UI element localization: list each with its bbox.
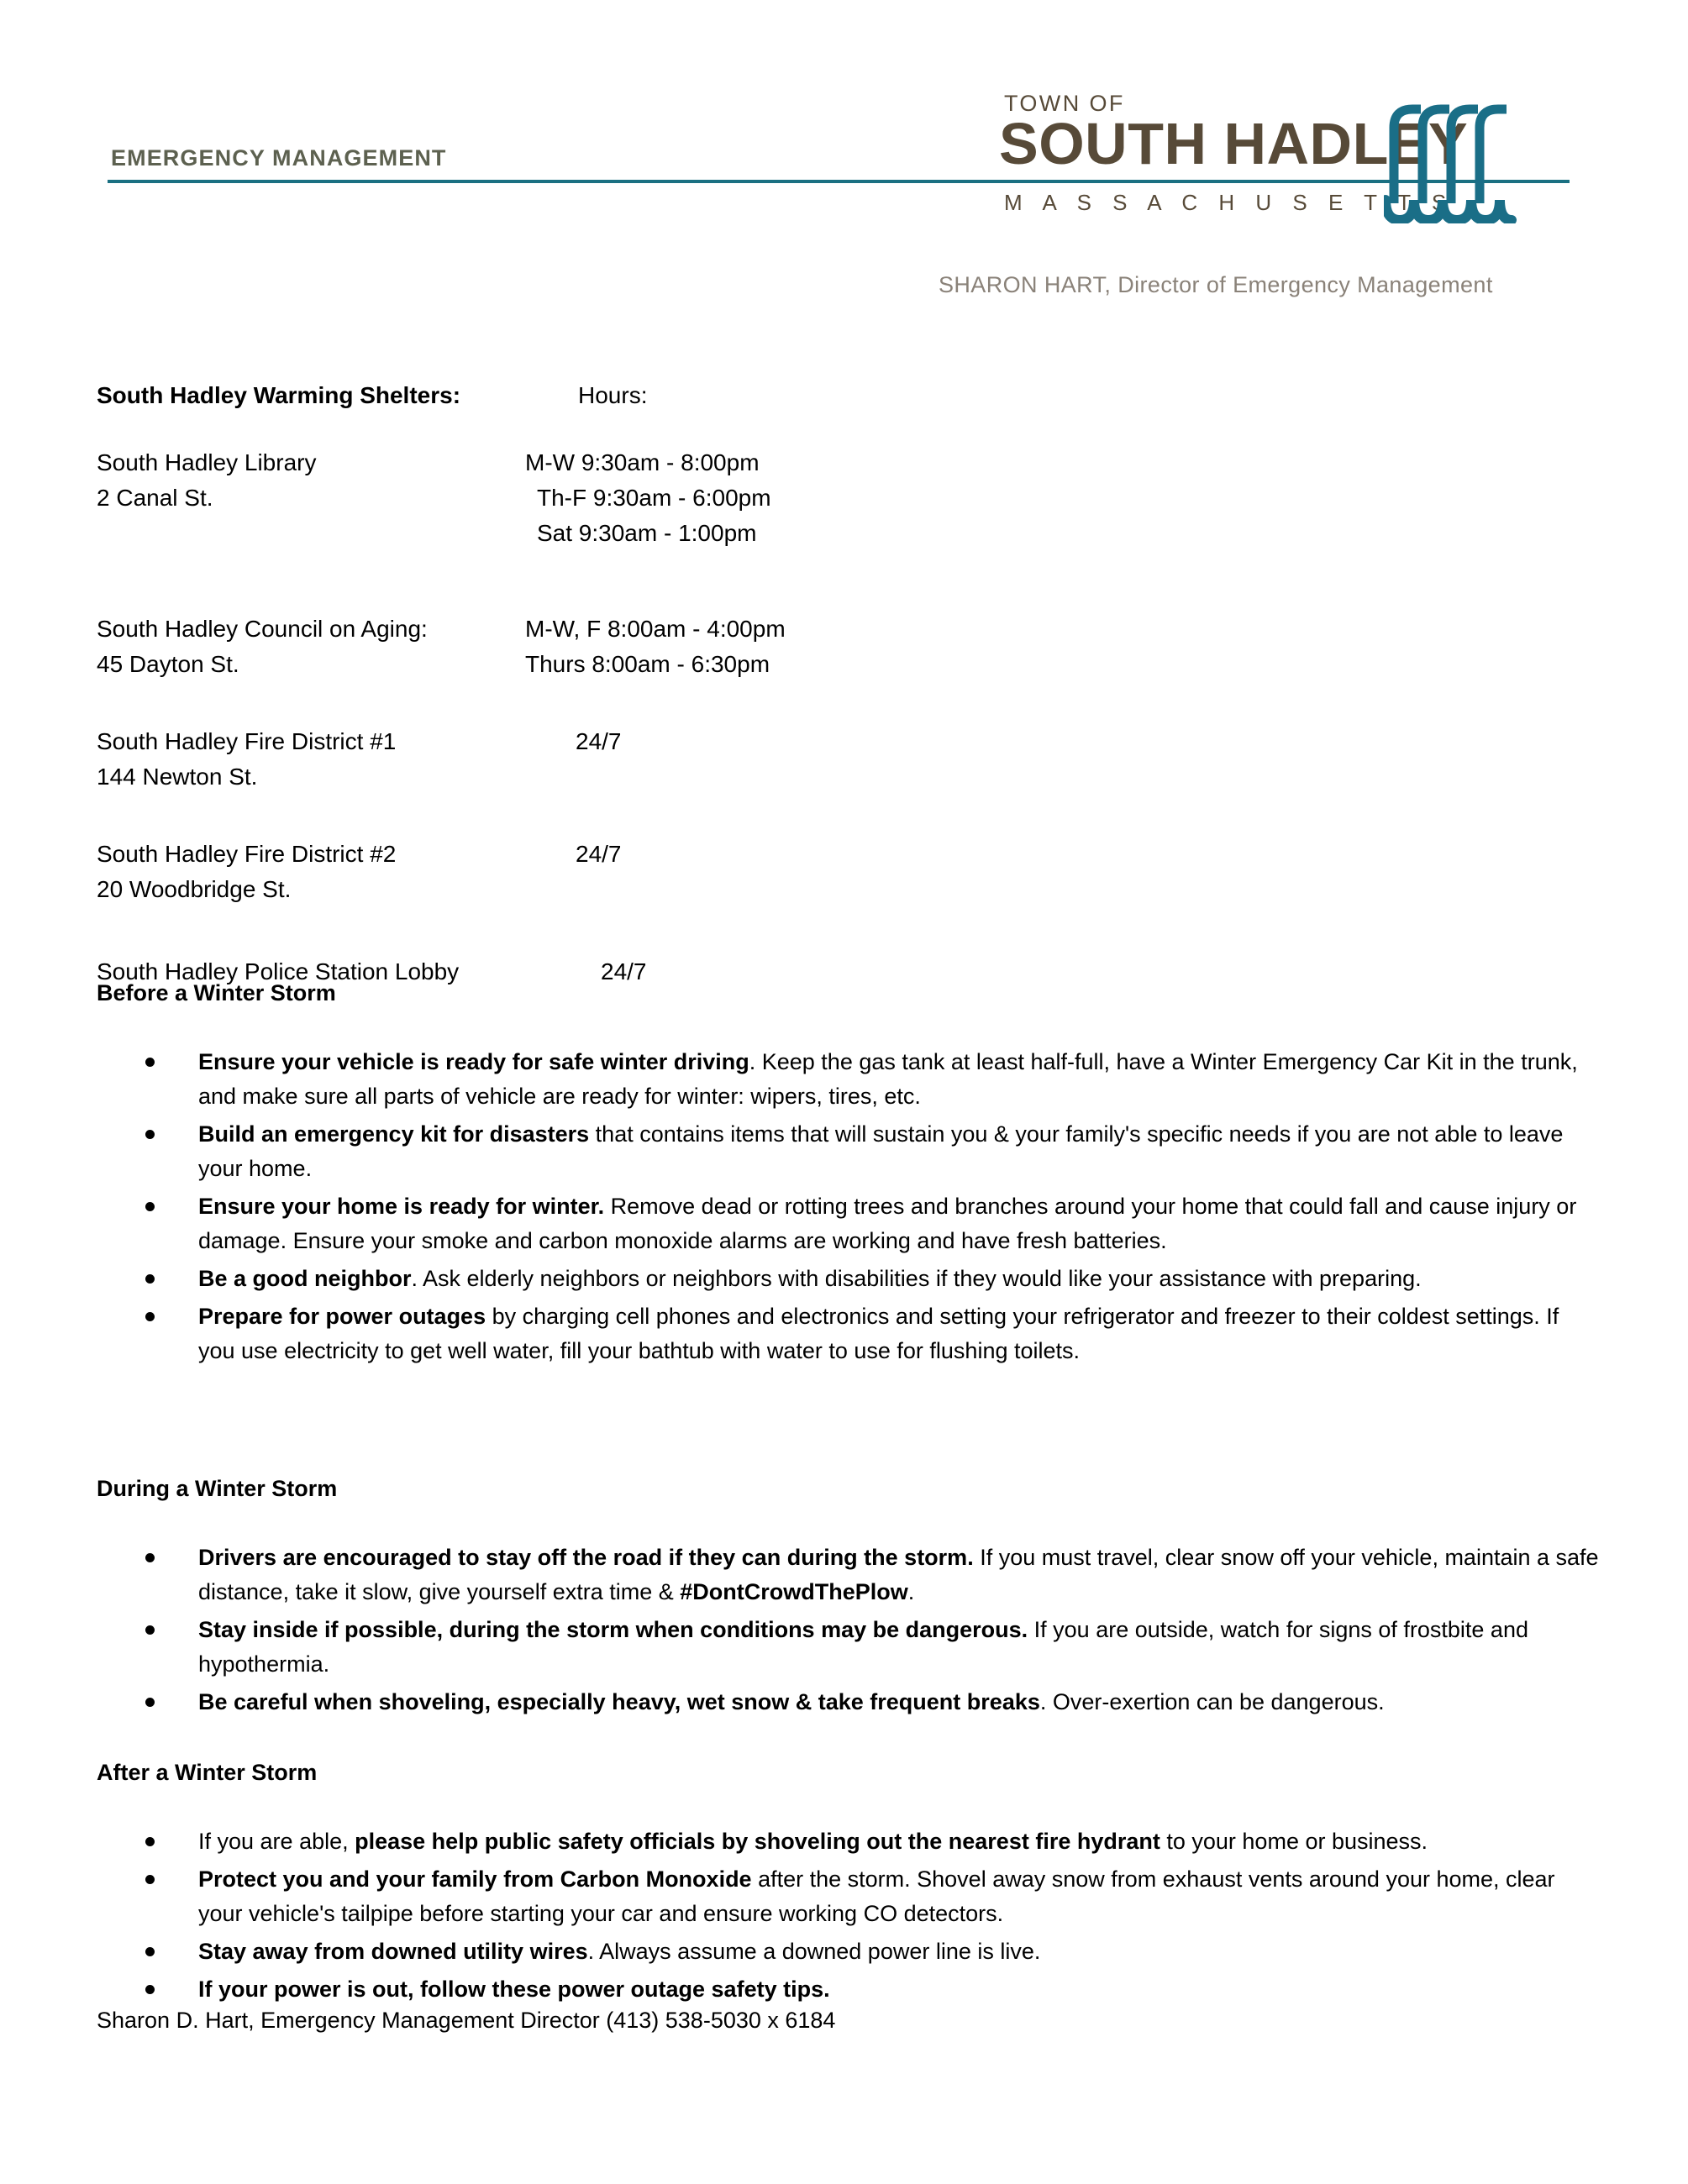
list-item-text — [198, 1194, 1576, 1253]
shelter-hours-block — [525, 841, 970, 876]
during-tips-list — [97, 1541, 1601, 1719]
shelter-row-fire-district-2 — [97, 841, 937, 916]
list-item-text — [198, 1121, 1563, 1181]
list-item-bold: If your power is out, follow these power outage safety tips. — [198, 1977, 830, 2002]
list-item-text — [198, 1304, 1559, 1363]
shelter-hours-line: Sat 9:30am - 1:00pm — [537, 520, 757, 546]
section-title: Before a Winter Storm — [97, 980, 336, 1005]
list-item-hashtag: #DontCrowdThePlow — [680, 1579, 908, 1604]
bullet-icon — [145, 1625, 155, 1635]
shelter-address: 45 Dayton St. — [97, 651, 239, 677]
list-item-rest: Remove dead or rotting trees and branches around your home that could fall and cause injury or damage. Ensure your smoke and carbon monoxide alarms are working and have fresh batteries. — [198, 1194, 1577, 1253]
department-title: EMERGENCY MANAGEMENT — [111, 145, 447, 171]
list-item — [97, 1935, 1601, 1969]
shelter-name: South Hadley Library — [97, 449, 317, 475]
list-item-rest: . Keep the gas tank at least half-full, have a Winter Emergency Car Kit in the trunk, and make sure all parts of vehicle are ready for winter: wipers, tires, etc. — [198, 1049, 1578, 1109]
shelter-address: 20 Woodbridge St. — [97, 876, 292, 902]
section-during-winter-storm — [97, 1476, 1601, 1723]
shelter-hours-line: M-W 9:30am - 8:00pm — [525, 449, 760, 475]
shelter-hours-block — [525, 616, 920, 686]
list-item-text — [198, 1049, 1578, 1109]
logo-town-name: SOUTH HADLEY — [999, 111, 1469, 176]
page-header — [0, 0, 1688, 328]
shelters-column-header-hours: Hours: — [578, 382, 648, 408]
list-item-rest: after the storm. Shovel away snow from exhaust vents around your home, clear your vehicle's tailpipe before starting your car and ensure working CO detectors. — [198, 1866, 1555, 1926]
town-logo — [996, 91, 1517, 225]
list-item-bold: Ensure your home is ready for winter. — [198, 1194, 605, 1219]
shelter-hours-block — [525, 728, 970, 764]
list-item-rest: . Ask elderly neighbors or neighbors with disabilities if they would like your assistance with preparing. — [411, 1266, 1422, 1291]
shelter-hours-line: 24/7 — [576, 841, 622, 867]
shelters-column-header-name — [97, 382, 460, 409]
section-title: After a Winter Storm — [97, 1760, 318, 1785]
list-item-text — [198, 1266, 1422, 1291]
list-item-bold: Build an emergency kit for disasters — [198, 1121, 590, 1147]
bullet-icon — [145, 1947, 155, 1956]
shelter-row-council-on-aging — [97, 616, 937, 691]
list-item-rest: If you are outside, watch for signs of frostbite and hypothermia. — [198, 1617, 1528, 1677]
bullet-icon — [145, 1698, 155, 1707]
list-item-rest: that contains items that will sustain you & your family's specific needs if you are not able to leave your home. — [198, 1121, 1564, 1181]
list-item-text — [198, 1689, 1385, 1714]
list-item — [97, 1045, 1601, 1114]
shelter-name: South Hadley Council on Aging: — [97, 616, 428, 642]
list-item — [97, 1299, 1601, 1368]
list-item-text — [198, 1617, 1528, 1677]
section-before-winter-storm — [97, 980, 1601, 1372]
list-item-bold: Be a good neighbor — [198, 1266, 412, 1291]
bullet-icon — [145, 1058, 155, 1067]
logo-town-of-text: TOWN OF — [1004, 91, 1125, 116]
footer-contact-line: Sharon D. Hart, Emergency Management Director (413) 538-5030 x 6184 — [97, 2008, 836, 2033]
list-item-text — [198, 1866, 1555, 1926]
list-item-text — [198, 1939, 1040, 1964]
shelter-hours-line: Th-F 9:30am - 6:00pm — [537, 485, 771, 511]
list-item — [97, 1117, 1601, 1186]
bullet-icon — [145, 1553, 155, 1562]
list-item-rest: . Over-exertion can be dangerous. — [1039, 1689, 1385, 1714]
shelter-name: South Hadley Police Station Lobby — [97, 958, 460, 984]
list-item-bold: Ensure your vehicle is ready for safe winter driving — [198, 1049, 749, 1074]
list-item — [97, 1541, 1601, 1609]
warming-shelters-table — [97, 382, 937, 997]
bullet-icon — [145, 1202, 155, 1211]
logo-state-text: M A S S A C H U S E T T S — [1004, 190, 1454, 215]
list-item — [97, 1262, 1601, 1296]
shelter-name-block — [97, 841, 550, 911]
list-item-bold: Stay inside if possible, during the storm when conditions may be dangerous. — [198, 1617, 1028, 1642]
bullet-icon — [145, 1312, 155, 1321]
list-item-rest: . Always assume a downed power line is live. — [587, 1939, 1041, 1964]
list-item-bold: Prepare for power outages — [198, 1304, 486, 1329]
shelters-table-header — [97, 382, 937, 419]
bullet-icon — [145, 1274, 155, 1284]
shelter-name-block — [97, 728, 550, 799]
shelter-hours-line: Thurs 8:00am - 6:30pm — [525, 651, 770, 677]
shelter-address: 2 Canal St. — [97, 485, 213, 511]
list-item-rest: by charging cell phones and electronics and setting your refrigerator and freezer to their coldest settings. If you use electricity to get well water, fill your bathtub with water to use for flushing toilets. — [198, 1304, 1559, 1363]
shelter-row-library — [97, 449, 937, 560]
shelter-address: 144 Newton St. — [97, 764, 258, 790]
section-title: During a Winter Storm — [97, 1476, 338, 1501]
list-item-bold: Stay away from downed utility wires — [198, 1939, 588, 1964]
before-tips-list — [97, 1045, 1601, 1368]
shelter-hours-line: 24/7 — [601, 958, 647, 984]
list-item-rest: If you must travel, clear snow off your vehicle, maintain a safe distance, take it slow, give yourself extra time & — [198, 1545, 1599, 1604]
section-after-winter-storm — [97, 1760, 1601, 2010]
list-item-lead: If you are able, — [198, 1829, 355, 1854]
director-subtitle: SHARON HART, Director of Emergency Management — [939, 272, 1493, 297]
list-item — [97, 1613, 1601, 1682]
shelter-row-fire-district-1 — [97, 728, 937, 804]
list-item-text — [198, 1977, 830, 2002]
bullet-icon — [145, 1985, 155, 1994]
bullet-icon — [145, 1837, 155, 1846]
list-item-tail: . — [907, 1579, 915, 1604]
list-item-bold: Drivers are encouraged to stay off the road if they can during the storm. — [198, 1545, 974, 1570]
after-tips-list — [97, 1824, 1601, 2007]
list-item — [97, 1862, 1601, 1931]
shelters-heading-text: South Hadley Warming Shelters — [97, 382, 453, 408]
shelter-name: South Hadley Fire District #1 — [97, 728, 397, 754]
shelter-hours-block — [525, 449, 920, 555]
list-item — [97, 1824, 1601, 1859]
shelter-name: South Hadley Fire District #2 — [97, 841, 397, 867]
list-item-bold: Be careful when shoveling, especially heavy, wet snow & take frequent breaks — [198, 1689, 1040, 1714]
waterfall-icon — [1384, 97, 1518, 223]
shelter-hours-line: M-W, F 8:00am - 4:00pm — [525, 616, 786, 642]
bullet-icon — [145, 1130, 155, 1139]
bullet-icon — [145, 1875, 155, 1884]
shelter-hours-line: 24/7 — [576, 728, 622, 754]
list-item-rest: to your home or business. — [1160, 1829, 1428, 1854]
shelter-name-block — [97, 616, 550, 686]
shelters-heading-colon: : — [452, 382, 461, 408]
list-item-text — [198, 1545, 1599, 1604]
list-item — [97, 1685, 1601, 1719]
list-item — [97, 1972, 1601, 2007]
shelter-name-block — [97, 449, 550, 520]
list-item — [97, 1189, 1601, 1258]
list-item-bold: please help public safety officials by shoveling out the nearest fire hydrant — [355, 1829, 1160, 1854]
list-item-bold: Protect you and your family from Carbon Monoxide — [198, 1866, 752, 1892]
list-item-text — [198, 1829, 1428, 1854]
